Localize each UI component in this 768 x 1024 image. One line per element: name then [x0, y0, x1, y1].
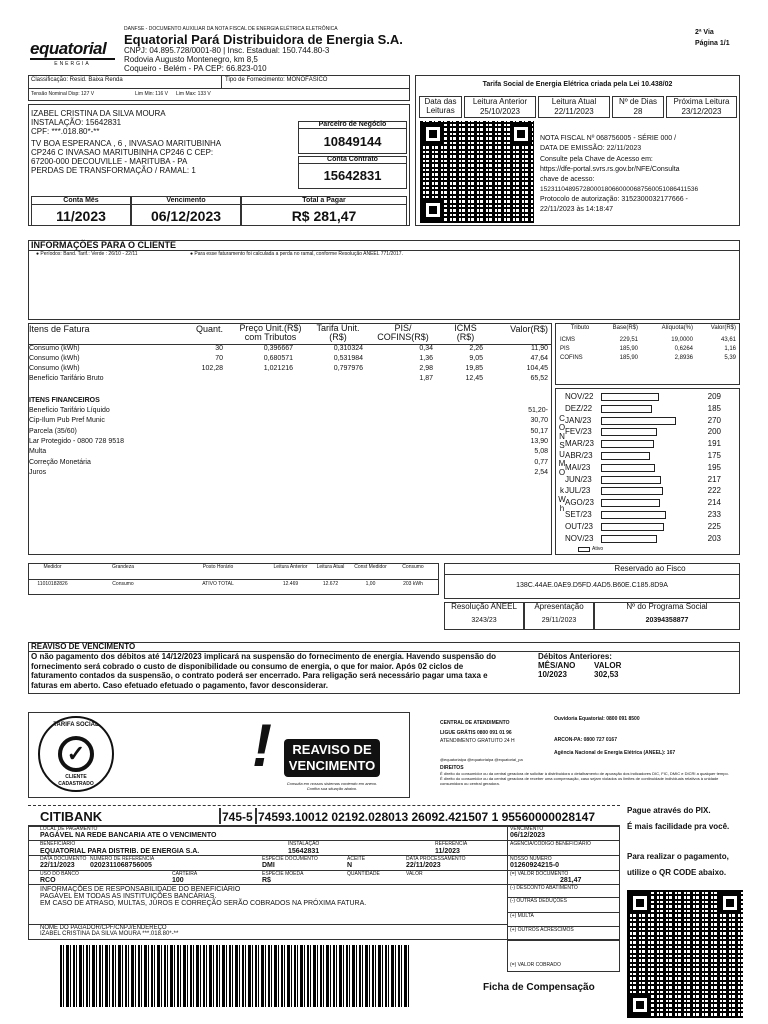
outras-label: (-) OUTRAS DEDUÇÕES [510, 898, 567, 904]
carteira-label: CARTEIRA [172, 871, 198, 877]
items-fin-title: ITENS FINANCEIROS [29, 397, 100, 404]
item-cell: 2,26 [469, 345, 483, 352]
tributo-cell: 185,90 [619, 355, 638, 361]
venc-label: VENCIMENTO [510, 826, 544, 832]
nota-consulta-link[interactable]: https://dfe-portal.svrs.rs.gov.br/NFE/Consulta [540, 166, 680, 173]
consumo-month-label: JAN/23 [565, 415, 592, 425]
consumo-bar [601, 535, 657, 543]
reaviso-title: REAVISO DE VENCIMENTO [31, 642, 136, 651]
consumo-bar [601, 440, 654, 448]
datadoc-value: 22/11/2023 [40, 862, 75, 869]
consumo-value: 270 [707, 415, 721, 425]
legend-swatch [578, 547, 590, 552]
consumo-value: 203 [707, 533, 721, 543]
readings-v2: 25/10/2023 [479, 107, 521, 116]
nosso-label: NOSSO NÚMERO [510, 856, 552, 862]
acresc-label: (+) OUTROS ACRESCIMOS [510, 927, 574, 933]
consumo-month-label: ABR/23 [565, 451, 593, 460]
central-24h: ATENDIMENTO GRATUITO 24 H [440, 738, 515, 744]
warning-exclamation-icon: ! [252, 712, 272, 779]
parceiro-label: Parceiro de Negócio [298, 121, 407, 129]
pix-qr-code[interactable] [627, 890, 743, 1018]
company-name: Equatorial Pará Distribuidora de Energia S.A. [124, 32, 403, 47]
item-cell: 70 [215, 355, 223, 362]
ref-value: 11/2023 [435, 848, 460, 855]
nfe-qr-code[interactable] [420, 121, 534, 223]
logo-text: equatorial [30, 40, 115, 60]
pagador-label: NOME DO PAGADOR/CPF/CNPJ/ENDEREÇO [40, 925, 167, 931]
readings-h1: Data das Leituras [424, 97, 457, 115]
nota-line-1: NOTA FISCAL Nº 068756005 - SÉRIE 000 / [540, 135, 677, 142]
consumo-value: 191 [707, 439, 721, 449]
fin-value: 0,77 [534, 458, 548, 466]
consumo-month-label: AGO/23 [565, 498, 594, 508]
info-period-text: Períodos: Band. Tarif.: Verde : 26/10 - 22/11 [40, 251, 138, 257]
ref-label: REFERÊNCIA [435, 841, 468, 847]
fin-row [28, 448, 552, 458]
fisco-code: 138C.44AE.0AE9.D5FD.4AD5.B60E.C185.8D9A [516, 582, 668, 589]
consumo-month-label: DEZ/22 [565, 403, 593, 413]
item-cell: 11,90 [531, 345, 548, 352]
info-period: ● Períodos: Band. Tarif.: Verde : 26/10 - 22/11 [36, 251, 138, 257]
meter-cell: 12.469 [282, 581, 299, 587]
fin-value: 2,54 [534, 468, 548, 476]
tensao-nominal: Tensão Nominal Disp: 127 V [31, 91, 95, 97]
instr-label: INFORMAÇÕES DE RESPONSABILIDADE DO BENEFICIÁRIO [40, 886, 241, 893]
conta-mes-value: 11/2023 [56, 208, 106, 224]
item-cell: Consumo (kWh) [29, 365, 80, 372]
vencimento-value: 06/12/2023 [150, 208, 222, 224]
tarifa-social: Tarifa Social de Energia Elétrica criada pela Lei 10.438/02 [482, 81, 673, 88]
consumo-month-label: NOV/22 [565, 392, 594, 401]
client-address-1: TV BOA ESPERANCA , 6 , INVASAO MARITUBINHA [31, 139, 222, 148]
instr-1: PAGÁVEL EM TODAS AS INSTITUIÇÕES BANCÁRIAS. [40, 893, 217, 900]
consumo-value: 222 [707, 486, 721, 496]
consumo-bar [601, 405, 652, 413]
seal-top-text: TARIFA SOCIAL [53, 722, 99, 728]
seal-right-text: CLIENTE [65, 774, 87, 780]
readings-v3: 22/11/2023 [554, 107, 594, 116]
central-title: CENTRAL DE ATENDIMENTO [440, 720, 510, 726]
consumo-value: 217 [707, 474, 721, 484]
reaviso-text: O não pagamento dos débitos até 14/12/2023 implicará na suspensão do fornecimento de energia. Havendo suspensão do fornecimento será cobrado o custo de disponibilidade ou consumo de energia, o que for maior. Após 02 ciclos de faturamento contados da suspensão, o contrato poderá ser encerrado. Para religação será necessário pagar uma taxa e faturas em aberto. Caso efetuado efetuado o pagamento, favor desconsiderar. [31, 652, 497, 690]
direitos-text: É direito do consumidor ou da central geradora de solicitar à distribuidora o detalhamento de apuração dos indicadores DIC, FIC, DMIC e DICRI a qualquer tempo. É direito do consumidor ou da central geradora de receber uma compensação, caso sejam violados os limites de continuidade individuais relativos à unidade consumidora ou central geradora. [440, 771, 729, 786]
lim-max: Lim Max: 133 V [176, 91, 211, 97]
item-row [28, 355, 552, 365]
fisco-v2: 29/11/2023 [541, 617, 577, 624]
consumo-month-label: SET/23 [565, 510, 592, 519]
local-label: LOCAL DE PAGAMENTO [40, 826, 98, 832]
agencia-label: AGÊNCIA/CÓDIGO BENEFICIÁRIO [510, 841, 591, 847]
bank-code: 745-5 [222, 810, 253, 824]
payment-barcode[interactable] [60, 945, 410, 1007]
cobrado-label: (=) VALOR COBRADO [510, 962, 561, 968]
seal-bottom-text: CADASTRADO [58, 781, 94, 787]
usobanco-value: RCO [40, 877, 56, 884]
meter-header: Consumo [402, 564, 424, 570]
consumo-bar [601, 393, 659, 401]
datadoc-label: DATA DOCUMENTO [40, 856, 87, 862]
item-cell: 0,396667 [263, 345, 293, 352]
instr-2: EM CASO DE ATRASO, MULTAS, JUROS E CORREÇÃO SERÃO COBRADOS NA PRÓXIMA FATURA. [40, 900, 367, 907]
fin-desc: Lar Protegido - 0800 728 9518 [29, 437, 124, 445]
item-cell: 9,05 [469, 355, 483, 362]
consumo-value: 214 [707, 498, 721, 508]
nota-line-3: Consulte pela Chave de Acesso em: [540, 156, 653, 163]
aneel: Agência Nacional de Energia Elétrica (ANEEL): 167 [554, 750, 676, 756]
qtd-label: QUANTIDADE [347, 871, 380, 877]
info-perda: ● Para esse faturamento foi calculada a perda no ramal, conforme Resolução ANEEL 771/2017. [190, 251, 403, 257]
valordoc-label: (=) VALOR DOCUMENTO [510, 871, 569, 877]
pix-line-3: Para realizar o pagamento, utilize o QR CODE abaixo. [627, 852, 729, 877]
contrato-value: 15642831 [323, 168, 382, 183]
moeda-value: R$ [262, 877, 271, 884]
reaviso-banner [284, 739, 380, 777]
usobanco-label: USO DO BANCO [40, 871, 79, 877]
meter-header: Const Medidor [354, 564, 387, 570]
numdoc-label: NÚMERO DE REFERÊNCIA [90, 856, 155, 862]
carteira-value: 100 [172, 877, 184, 884]
logo-subtext: ENERGIA [54, 61, 91, 67]
moeda-label: ESPÉCIE MOEDA [262, 871, 304, 877]
tributo-header: Valor(R$) [710, 325, 736, 331]
consumo-month-label: NOV/23 [565, 533, 594, 543]
fin-row [28, 428, 552, 438]
fin-value: 13,90 [530, 437, 548, 445]
consumo-value: 225 [707, 521, 721, 531]
item-cell: 2,98 [419, 365, 433, 372]
item-cell: 102,28 [201, 365, 223, 372]
fisco-h1: Resolução ANEEL [451, 602, 517, 611]
reaviso-banner-line2: VENCIMENTO [288, 758, 376, 773]
meter-table [28, 563, 439, 595]
ouvidoria: Ouvidoria Equatorial: 0800 091 8500 [554, 716, 640, 722]
linha-digitavel[interactable]: 74593.10012 02192.028013 26092.421507 1 95560000028147 [258, 810, 596, 824]
arcon: ARCON-PA: 0800 727 0167 [554, 737, 617, 743]
pix-line-1: Pague através do PIX. [627, 806, 711, 815]
fisco-v3: 20394358877 [645, 617, 689, 624]
fin-value: 30,70 [530, 417, 548, 425]
consumo-bar [601, 428, 657, 436]
meter-cell: 203 kWh [403, 581, 423, 587]
fin-desc: Benefício Tarifário Líquido [29, 407, 110, 414]
numdoc-value: 0202311068756005 [90, 862, 152, 869]
consumo-month-label: MAR/23 [565, 439, 594, 449]
proc-value: 22/11/2023 [406, 862, 441, 869]
tributo-cell: ICMS [560, 337, 575, 343]
fin-desc: Cip-Ilum Pub Pref Munic [29, 417, 105, 425]
debitos-h-valor: VALOR [594, 661, 622, 670]
especie-value: DMI [262, 862, 275, 869]
checkmark-icon: ✓ [58, 736, 94, 772]
via-label: 2ª Via [695, 29, 714, 36]
item-row [28, 365, 552, 375]
consumo-month-label: JUL/23 [565, 486, 591, 496]
lim-min: Lim Min: 116 V [135, 91, 168, 97]
ficha-label: Ficha de Compensação [483, 982, 595, 993]
items-header [28, 324, 552, 344]
aceite-label: ACEITE [347, 856, 366, 862]
meter-header: Grandeza [112, 564, 134, 570]
conta-mes-label: Conta Mês [31, 197, 131, 205]
consumo-value: 200 [707, 427, 721, 437]
consumo-bar [601, 499, 660, 507]
company-address-2: Coqueiro - Belém - PA CEP: 66.823-010 [124, 64, 267, 73]
fin-row [28, 417, 552, 427]
item-cell: Consumo (kWh) [29, 345, 80, 352]
item-cell: 0,310324 [333, 345, 363, 352]
inst-label: INSTALAÇÃO [288, 841, 320, 847]
item-cell: Consumo (kWh) [29, 355, 80, 362]
aceite-value: N [347, 862, 353, 869]
item-row [28, 345, 552, 355]
item-cell: 0,34 [419, 345, 433, 352]
items-h-qty: Quant. [195, 324, 223, 334]
company-address-1: Rodovia Augusto Montenegro, km 8,5 [124, 55, 258, 64]
fin-row [28, 459, 552, 469]
debitos-mes: 10/2023 [538, 670, 567, 679]
items-h-valor: Valor(R$) [510, 324, 548, 334]
readings-v4: 28 [633, 107, 643, 116]
client-instalacao: INSTALAÇÃO: 15642831 [31, 118, 122, 127]
readings-h4: Nº de Dias [618, 97, 658, 106]
tributo-cell: 5,39 [724, 355, 736, 361]
fin-row [28, 438, 552, 448]
client-address-2: CP246 C INVASAO MARITUBINHA CP246 C CEP: [31, 148, 214, 157]
consumo-bar [601, 452, 650, 460]
pix-line-2: É mais facilidade pra você. [627, 822, 730, 831]
tributo-cell: 0,6264 [674, 346, 693, 352]
meter-header: Leitura Anterior [273, 564, 308, 570]
contrato-label: Conta Contrato [298, 156, 407, 164]
tributo-cell: 1,16 [724, 346, 736, 352]
item-cell: 12,45 [465, 375, 483, 382]
consumo-bar [601, 476, 661, 484]
meter-cell: Consumo [112, 581, 134, 587]
reaviso-banner-line1: REAVISO DE [292, 742, 372, 757]
meter-cell: 11010182826 [37, 581, 68, 587]
total-label: Total a Pagar [241, 197, 407, 205]
item-cell: 47,64 [530, 355, 548, 362]
fin-desc: Correção Monetária [29, 458, 91, 466]
nota-protocolo: Protocolo de autorização: 3152300032177666 - [540, 196, 688, 203]
item-cell: 1,87 [419, 375, 433, 382]
item-cell: 0,797976 [333, 365, 363, 372]
item-cell: Benefício Tarifário Bruto [29, 375, 104, 382]
fin-row [28, 469, 552, 479]
items-h-pis: PIS/ COFINS(R$) [377, 323, 429, 342]
vencimento-label: Vencimento [131, 197, 241, 205]
tributo-cell: 43,61 [720, 337, 736, 343]
consumo-bar [601, 523, 664, 531]
items-h-icms: ICMS (R$) [454, 323, 477, 342]
fin-desc: Multa [29, 448, 47, 456]
nota-line-5: chave de acesso: [540, 176, 595, 183]
tributo-cell: 2,8936 [674, 355, 693, 361]
readings-h2: Leitura Anterior [472, 97, 528, 106]
consumo-side-label: C O N S U M O k W h [558, 414, 566, 513]
nota-protocolo-date: 22/11/2023 às 14:18:47 [540, 206, 614, 213]
item-cell: 30 [215, 345, 223, 352]
fisco-title: Reservado ao Fisco [614, 564, 686, 573]
tributo-cell: 229,51 [619, 337, 638, 343]
consumo-bar [601, 417, 676, 425]
consumo-month-label: OUT/23 [565, 521, 594, 531]
info-title: INFORMAÇÕES PARA O CLIENTE [31, 240, 177, 250]
company-logo [30, 40, 115, 66]
items-h-price: Preço Unit.(R$) com Tributos [239, 323, 302, 342]
readings-table [419, 96, 737, 118]
fin-row [28, 407, 552, 417]
company-cnpj: CNPJ: 04.895.728/0001-80 | Insc. Estadual: 150.744.80-3 [124, 46, 330, 55]
inst-value: 15642831 [288, 848, 320, 855]
meter-header: Leitura Atual [316, 564, 345, 570]
item-cell: 19,85 [465, 365, 483, 372]
classification-fornecimento: Tipo de Fornecimento: MONOFÁSICO [225, 77, 328, 83]
consumo-value: 195 [707, 462, 721, 472]
banner-small-text: Consulta em nossos sistemas contendo em anexo. Confira sua situação abaixo. [286, 781, 378, 791]
meter-cell: 1,00 [365, 581, 376, 587]
social-handles: @equatorialpa @equatorialpa @equatorial_pa [440, 757, 523, 762]
direitos-title: DIREITOS [440, 765, 464, 771]
tarifa-social-seal [38, 716, 114, 792]
consumo-value: 175 [707, 451, 721, 460]
tributo-cell: 185,90 [619, 346, 638, 352]
pagador-value: IZABEL CRISTINA DA SILVA MOURA ***.018.80*-** [40, 931, 179, 937]
fin-desc: Juros [29, 468, 47, 476]
fisco-v1: 3243/23 [471, 617, 497, 624]
danfe-label: DANFSE - DOCUMENTO AUXILIAR DA NOTA FISCAL DE ENERGIA ELÉTRICA ELETRÔNICA [124, 26, 338, 32]
legend-label: Ativo [592, 546, 604, 552]
tributo-cell: PIS [560, 346, 570, 352]
venc-value: 06/12/2023 [510, 832, 546, 839]
consumo-value: 185 [707, 403, 721, 413]
page-number: Página 1/1 [695, 40, 730, 47]
consumo-bar [601, 487, 663, 495]
total-value: R$ 281,47 [291, 208, 357, 224]
debitos-valor: 302,53 [594, 670, 619, 679]
tributo-cell: 19,0000 [671, 337, 693, 343]
debitos-title: Débitos Anteriores: [538, 652, 612, 661]
central-phone[interactable]: LIGUE GRÁTIS 0800 091 01 96 [440, 730, 512, 736]
valordoc-value: 281,47 [560, 877, 582, 884]
tributo-header: Tributo [570, 325, 590, 331]
desconto-label: (-) DESCONTO ABATIMENTO [510, 885, 578, 891]
readings-h3: Leitura Atual [551, 97, 597, 106]
client-perdas: PERDAS DE TRANSFORMAÇÃO / RAMAL: 1 [31, 166, 196, 175]
tributo-header: Base(R$) [612, 325, 638, 331]
valor-label: VALOR [406, 871, 423, 877]
consumo-bar [601, 464, 655, 472]
items-h-desc: Itens de Fatura [29, 324, 90, 334]
client-address-3: 67200-000 DECOUVILLE - MARITUBA - PA [31, 157, 188, 166]
meter-cell: ATIVO TOTAL [202, 581, 234, 587]
item-cell: 1,021216 [263, 365, 293, 372]
bank-name: CITIBANK [40, 809, 103, 824]
meter-cell: 12.672 [322, 581, 339, 587]
item-cell: 0,680571 [263, 355, 293, 362]
tributo-header: Alíquota(%) [661, 325, 693, 331]
benef-value: EQUATORIAL PARA DISTRIB. DE ENERGIA S.A. [40, 848, 200, 855]
items-h-tarifa: Tarifa Unit.(R$) [316, 323, 360, 342]
nosso-value: 01260924215-0 [510, 862, 560, 869]
nota-chave: 15231104895728000180660000687560051086411536 [540, 186, 699, 193]
especie-label: ESPÉCIE DOCUMENTO [262, 856, 318, 862]
item-cell: 104,45 [526, 365, 548, 372]
tributos-box [555, 323, 740, 385]
fin-value: 50,17 [530, 427, 548, 435]
meter-header: Medidor [43, 564, 62, 570]
meter-header: Posto Horário [202, 564, 234, 570]
item-cell: 1,36 [419, 355, 433, 362]
info-perda-text: Para esse faturamento foi calculada a perda no ramal, conforme Resolução ANEEL 771/2017. [194, 251, 403, 257]
consumo-bar [601, 511, 666, 519]
fin-value: 5,08 [534, 448, 548, 456]
consumo-chart [565, 392, 737, 552]
parceiro-value: 10849144 [323, 134, 382, 149]
fin-desc: Parcela (35/60) [29, 427, 77, 435]
fisco-h3: Nº do Programa Social [626, 602, 708, 611]
client-name: IZABEL CRISTINA DA SILVA MOURA [31, 109, 166, 118]
consumo-month-label: MAI/23 [565, 462, 591, 472]
item-cell: 65,52 [530, 375, 548, 382]
consumo-value: 233 [707, 510, 721, 519]
item-cell: 0,531984 [333, 355, 363, 362]
consumo-value: 209 [707, 392, 721, 401]
local-value: PAGÁVEL NA REDE BANCARIA ATE O VENCIMENTO [40, 832, 217, 839]
readings-h5: Próxima Leitura [673, 97, 730, 106]
classification-classe: Classificação: Resid. Baixa Renda [31, 77, 123, 83]
fin-value: 51,20- [528, 407, 548, 414]
multa-label: (+) MULTA [510, 913, 534, 919]
proc-label: DATA PROCESSAMENTO [406, 856, 466, 862]
readings-v5: 23/12/2023 [681, 107, 722, 116]
debitos-h-mes: MÊS/ANO [538, 661, 576, 670]
item-row [28, 375, 552, 385]
client-cpf: CPF: ***.018.80*-** [31, 127, 100, 136]
fisco-h2: Apresentação [534, 602, 584, 611]
nota-line-2: DATA DE EMISSÃO: 22/11/2023 [540, 145, 642, 152]
consumo-month-label: FEV/23 [565, 427, 592, 437]
consumo-month-label: JUN/23 [565, 474, 592, 484]
tributo-cell: COFINS [560, 355, 583, 361]
benef-label: BENEFICIÁRIO [40, 841, 76, 847]
